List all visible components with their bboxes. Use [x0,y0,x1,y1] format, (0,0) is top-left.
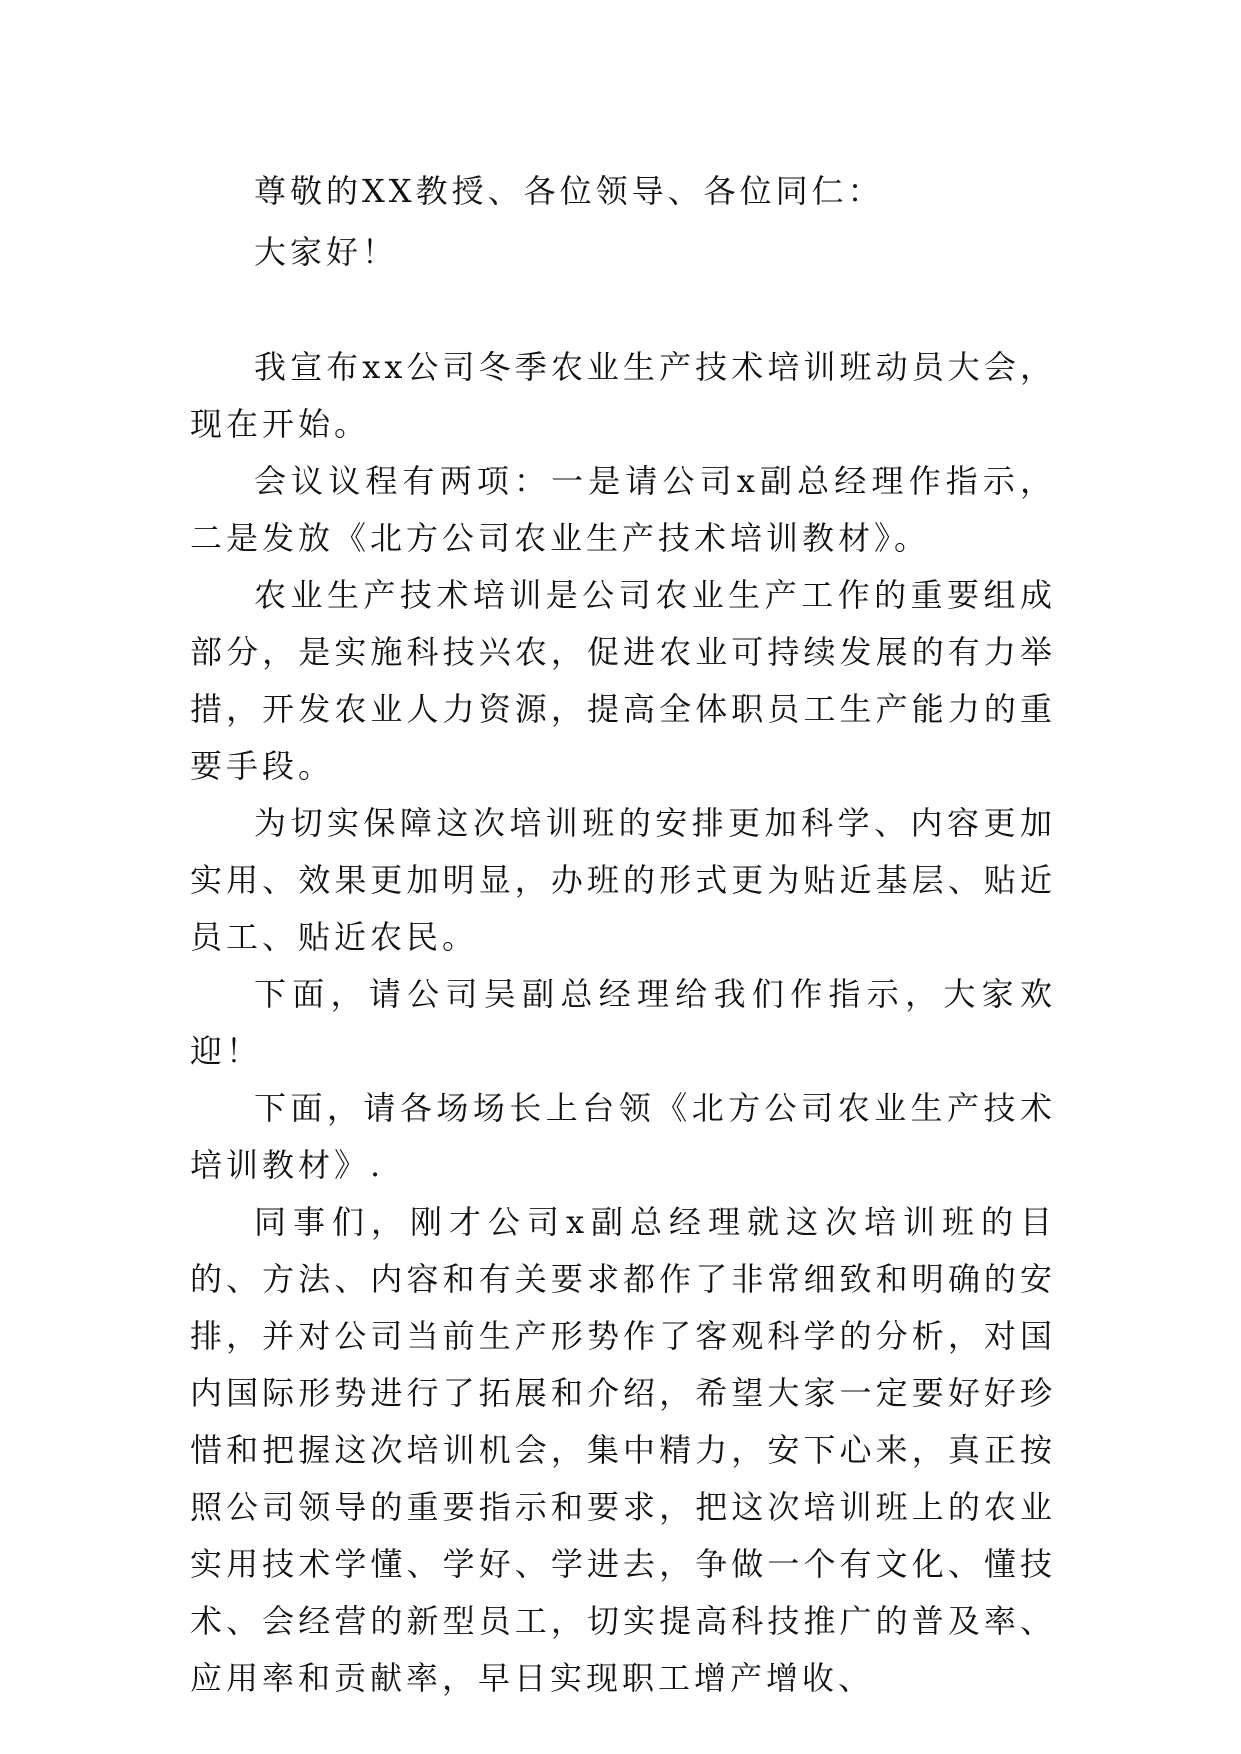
paragraph-training-importance: 农业生产技术培训是公司农业生产工作的重要组成部分，是实施科技兴农，促进农业可持续发展的有力举措，开发农业人力资源，提高全体职员工生产能力的重要手段。 [190,576,1056,785]
paragraph-distribute-materials: 下面，请各场场长上台领《北方公司农业生产技术培训教材》. [190,1089,1056,1184]
paragraph-agenda: 会议议程有两项：一是请公司x副总经理作指示，二是发放《北方公司农业生产技术培训教材》。 [190,462,1056,557]
document-body [190,163,1056,1707]
paragraph-opening-announcement: 我宣布xx公司冬季农业生产技术培训班动员大会，现在开始。 [190,348,1056,443]
paragraph-closing-remarks: 同事们，刚才公司x副总经理就这次培训班的目的、方法、内容和有关要求都作了非常细致和明确的安排，并对公司当前生产形势作了客观科学的分析，对国内国际形势进行了拓展和介绍，希望大家一定要好好珍惜和把握这次培训机会，集中精力，安下心来，真正按照公司领导的重要指示和要求，把这次培训班上的农业实用技术学懂、学好、学进去，争做一个有文化、懂技术、会经营的新型员工，切实提高科技推广的普及率、应用率和贡献率，早日实现职工增产增收、 [190,1203,1056,1697]
paragraph-training-arrangement: 为切实保障这次培训班的安排更加科学、内容更加实用、效果更加明显，办班的形式更为贴近基层、贴近员工、贴近农民。 [190,804,1056,956]
paragraph-invite-vice-manager: 下面，请公司吴副总经理给我们作指示，大家欢迎！ [190,975,1056,1070]
greeting: 大家好！ [254,233,399,271]
salutation: 尊敬的XX教授、各位领导、各位同仁： [254,172,884,210]
